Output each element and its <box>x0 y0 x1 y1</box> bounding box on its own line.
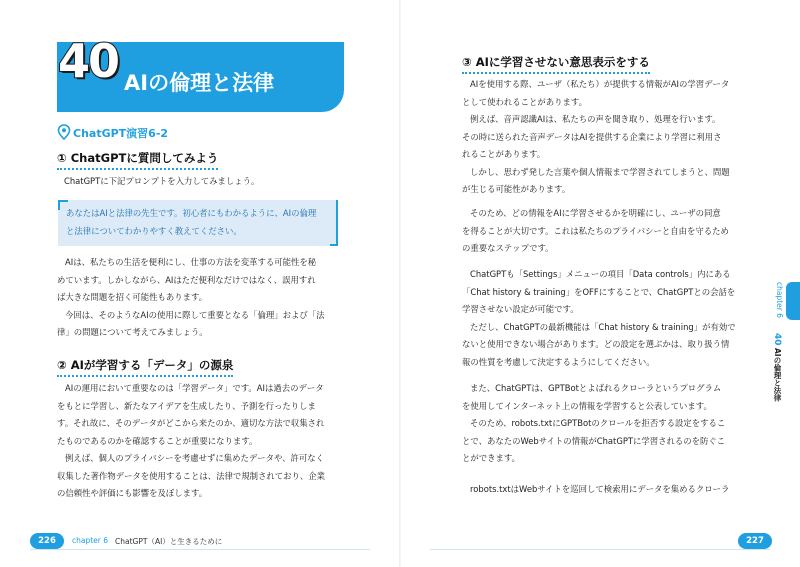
text-line: その時に送られた音声データはAIを提供する企業により学習に利用さ <box>462 131 722 142</box>
text-line: しかし、思わず発した言葉や個人情報まで学習されてしまうと、問題 <box>470 166 730 177</box>
prompt-text <box>66 205 316 240</box>
section1-intro <box>64 173 259 191</box>
left-paragraph-2 <box>57 380 325 503</box>
prompt-line: あなたはAIと法律の先生です。初心者にもわかるように、AIの倫理 <box>66 208 317 218</box>
footer-book-title: ChatGPT（AI）と生きるために <box>115 537 223 546</box>
right-paragraph-1 <box>462 76 730 199</box>
text-line: ば大きな問題を招く可能性もあります。 <box>57 292 208 302</box>
text-line: 例えば、個人のプライバシーを考慮せずに集めたデータや、許可なく <box>65 453 325 463</box>
right-paragraph-3 <box>462 266 736 371</box>
prompt-line: と法律についてわかりやすく教えてください。 <box>66 225 242 236</box>
text-line: めています。しかしながら、AIはただ便利なだけではなく、誤用すれ <box>57 274 316 285</box>
text-line: 律」の問題について考えてみましょう。 <box>57 327 208 337</box>
side-chapter-title: AIの倫理と法律 <box>773 348 782 402</box>
text-line: AIは、私たちの生活を便利にし、仕事の方法を変革する可能性を秘 <box>65 257 317 267</box>
text-line: ただし、ChatGPTの最新機能は「Chat history & training」が有効で <box>470 321 736 332</box>
text-line: そのため、どの情報をAIに学習させるかを明確にし、ユーザの同意 <box>470 208 721 218</box>
exercise-label: ChatGPT演習6-2 <box>73 127 169 140</box>
text-line: そのため、robots.txtにGPTBotのクロールを拒否する設定をするこ <box>470 418 726 428</box>
page-number-left: 226 <box>30 533 64 549</box>
text-line: 例えば、音声認識AIは、私たちの声を聞き取り、処理を行います。 <box>470 114 721 124</box>
text-line: の信頼性や評価にも影響を及ぼします。 <box>57 488 208 498</box>
text-line: AIの運用において重要なのは「学習データ」です。AIは過去のデータ <box>65 383 324 393</box>
text-line: 収集した著作物データを使用することは、法律で規制されており、企業 <box>57 470 325 481</box>
chapter-side-tab <box>786 282 800 320</box>
section-heading-1: ① ChatGPTに質問してみよう <box>57 150 218 170</box>
side-chapter-label: chapter 6 <box>775 282 784 319</box>
text-line: 今回は、そのようなAIの使用に際して重要となる「倫理」および「法 <box>65 309 325 320</box>
text-line: を得ることが大切です。これは私たちのプライバシーと自由を守るため <box>462 225 729 236</box>
side-chapter-number: 40 <box>772 333 782 346</box>
text-line: robots.txtはWebサイトを巡回して検索用にデータを集めるクローラ <box>470 484 730 494</box>
footer-divider <box>430 549 770 550</box>
text-line: として使われることがあります。 <box>462 96 587 107</box>
text-line: す。それ故に、そのデータがどこから来たのか、適切な方法で収集され <box>57 418 325 428</box>
right-paragraph-4 <box>462 380 725 468</box>
left-paragraph-1 <box>57 254 324 342</box>
location-pin-icon <box>57 124 71 140</box>
text-line: たものであるのかを確認することが重要になります。 <box>57 435 258 446</box>
text-line: AIを使用する際、ユーザ（私たち）が提供する情報がAIの学習データ <box>470 79 730 89</box>
text-line: れることがあります。 <box>462 149 546 159</box>
text-line: が生じる可能性があります。 <box>462 184 571 194</box>
text-line: また、ChatGPTは、GPTBotとよばれるクローラというプログラム <box>470 383 722 393</box>
footer-chapter-label: chapter 6 <box>72 536 109 545</box>
chapter-title: AIの倫理と法律 <box>124 71 275 95</box>
text-line: とができます。 <box>462 453 520 463</box>
prompt-box <box>58 200 338 246</box>
text-line: 「Chat history & training」をOFFにすることで、ChatGPTとの会話を <box>462 286 736 297</box>
right-paragraph-5 <box>462 481 729 499</box>
footer-divider <box>30 549 370 550</box>
prompt-corner-decoration <box>330 236 338 246</box>
text-line: をもとに学習し、新たなアイデアを生成したり、予測を行ったりしま <box>57 400 316 411</box>
chapter-number: 40 <box>58 34 119 88</box>
text-line: 学習させない設定が可能です。 <box>462 304 579 314</box>
text-line: ChatGPTも「Settings」メニューの項目「Data controls」内にある <box>470 269 731 279</box>
text-line: とで、あなたのWebサイトの情報がChatGPTに学習されるのを防ぐこ <box>462 435 726 446</box>
section-heading-3: ③ AIに学習させない意思表示をする <box>462 54 650 74</box>
right-paragraph-2 <box>462 205 729 258</box>
section-heading-2: ② AIが学習する「データ」の源泉 <box>57 357 233 377</box>
text-line: ないと使用できない場合があります。どの設定を選ぶかは、取り扱う情 <box>462 339 730 349</box>
text-line: ChatGPTに下記プロンプトを入力してみましょう。 <box>64 176 260 186</box>
text-line: 報の性質を考慮して決定するようにしてください。 <box>462 356 655 367</box>
page-number-right: 227 <box>738 533 772 549</box>
text-line: を使用してインターネット上の情報を学習すると公表しています。 <box>462 400 712 411</box>
text-line: の重要なステップです。 <box>462 243 554 253</box>
book-gutter <box>399 0 401 567</box>
